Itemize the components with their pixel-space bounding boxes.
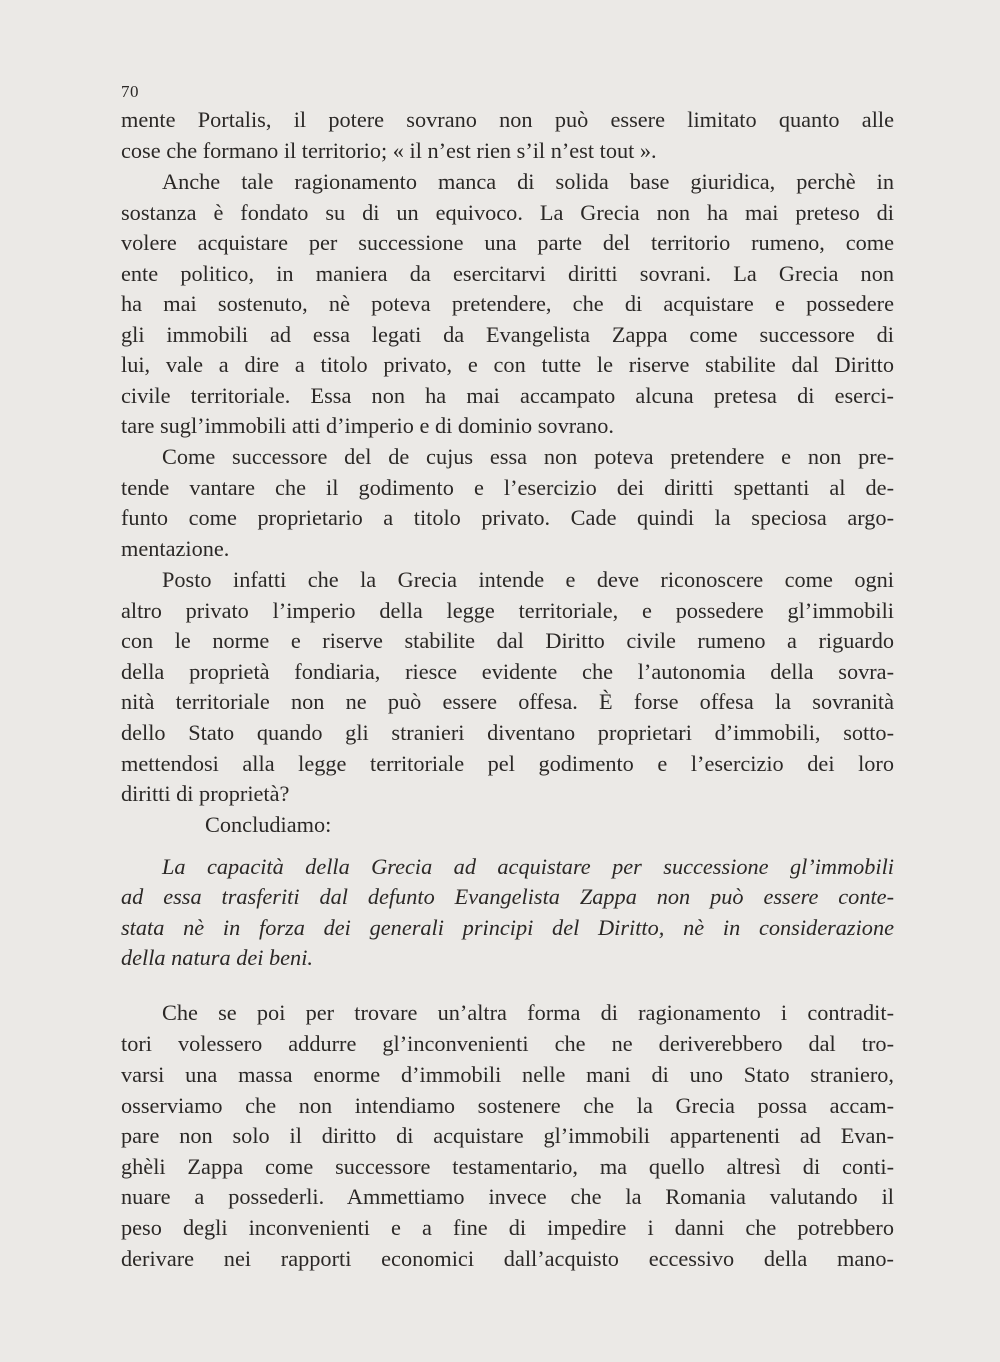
text-line-content: Come successore del de cujus essa non poteva pretendere e non pre- [162, 444, 894, 469]
text-line [0, 1181, 1000, 1213]
text-line [0, 533, 1000, 565]
text-line-content: diritti di proprietà? [121, 781, 290, 806]
text-line-content: con le norme e riserve stabilite dal Diritto civile rumeno a riguardo [121, 628, 894, 653]
text-line [0, 197, 1000, 229]
text-line [0, 942, 1000, 974]
text-line-content: altro privato l’imperio della legge territoriale, e possedere gl’immobili [121, 598, 894, 623]
text-line-content: varsi una massa enorme d’immobili nelle mani di uno Stato straniero, [121, 1062, 894, 1087]
text-line [0, 135, 1000, 167]
text-line [0, 319, 1000, 351]
text-line [0, 912, 1000, 944]
text-line-content: gli immobili ad essa legati da Evangelista Zappa come successore di [121, 322, 894, 347]
text-line [0, 1059, 1000, 1091]
text-line [0, 288, 1000, 320]
text-line-content: peso degli inconvenienti e a fine di impedire i danni che potrebbero [121, 1215, 894, 1240]
text-line [0, 258, 1000, 290]
text-line [0, 656, 1000, 688]
text-line-content: della natura dei beni. [121, 945, 313, 970]
text-line-content: ad essa trasferiti dal defunto Evangelista Zappa non può essere conte- [121, 884, 894, 909]
text-line-content: Concludiamo: [205, 812, 332, 837]
text-line [0, 441, 1000, 473]
text-line [0, 1120, 1000, 1152]
text-line-content: mettendosi alla legge territoriale pel godimento e l’esercizio dei loro [121, 751, 894, 776]
text-line-content: ghèli Zappa come successore testamentario, ma quello altresì di conti- [121, 1154, 894, 1179]
text-line-content: volere acquistare per successione una parte del territorio rumeno, come [121, 230, 894, 255]
text-line [0, 778, 1000, 810]
text-line-content: derivare nei rapporti economici dall’acquisto eccessivo della mano- [121, 1246, 894, 1271]
text-line [0, 1243, 1000, 1275]
text-line [0, 881, 1000, 913]
text-line-content: mentazione. [121, 536, 230, 561]
text-line-content: ente politico, in maniera da esercitarvi diritti sovrani. La Grecia non [121, 261, 894, 286]
text-line-content: mente Portalis, il potere sovrano non può essere limitato quanto alle [121, 107, 894, 132]
text-line [0, 1212, 1000, 1244]
text-line-content: pare non solo il diritto di acquistare gl’immobili appartenenti ad Evan- [121, 1123, 894, 1148]
text-line-content: tori volessero addurre gl’inconvenienti che ne deriverebbero dal tro- [121, 1031, 894, 1056]
text-line [0, 851, 1000, 883]
text-line [0, 997, 1000, 1029]
text-line-content: tende vantare che il godimento e l’esercizio dei diritti spettanti al de- [121, 475, 894, 500]
text-line [0, 809, 1000, 841]
text-line-content: lui, vale a dire a titolo privato, e con tutte le riserve stabilite dal Diritto [121, 352, 894, 377]
text-line-content: tare sugl’immobili atti d’imperio e di dominio sovrano. [121, 413, 614, 438]
text-line [0, 104, 1000, 136]
text-line [0, 717, 1000, 749]
text-line-content: stata nè in forza dei generali principi del Diritto, nè in considerazione [121, 915, 894, 940]
text-line-content: La capacità della Grecia ad acquistare per successione gl’immobili [162, 854, 894, 879]
text-line-content: osserviamo che non intendiamo sostenere che la Grecia possa accam- [121, 1093, 894, 1118]
text-line-content: nuare a possederli. Ammettiamo invece che la Romania valutando il [121, 1184, 894, 1209]
text-line [0, 686, 1000, 718]
text-line-content: sostanza è fondato su di un equivoco. La Grecia non ha mai preteso di [121, 200, 894, 225]
text-line [0, 625, 1000, 657]
text-line [0, 410, 1000, 442]
text-line-content: Posto infatti che la Grecia intende e deve riconoscere come ogni [162, 567, 894, 592]
text-line-content: ha mai sostenuto, nè poteva pretendere, che di acquistare e possedere [121, 291, 894, 316]
text-line [0, 349, 1000, 381]
text-line [0, 227, 1000, 259]
text-line-content: nità territoriale non ne può essere offesa. È forse offesa la sovranità [121, 689, 894, 714]
text-line-content: Anche tale ragionamento manca di solida base giuridica, perchè in [162, 169, 894, 194]
text-line [0, 166, 1000, 198]
text-line-content: funto come proprietario a titolo privato. Cade quindi la speciosa argo- [121, 505, 894, 530]
text-line [0, 595, 1000, 627]
text-line [0, 564, 1000, 596]
text-line-content: della proprietà fondiaria, riesce evidente che l’autonomia della sovra- [121, 659, 894, 684]
text-line-content: civile territoriale. Essa non ha mai accampato alcuna pretesa di eserci- [121, 383, 894, 408]
text-line-content: Che se poi per trovare un’altra forma di ragionamento i contradit- [162, 1000, 894, 1025]
text-line [0, 1090, 1000, 1122]
text-line [0, 380, 1000, 412]
text-line [0, 748, 1000, 780]
text-line [0, 1151, 1000, 1183]
page-number: 70 [121, 82, 139, 101]
text-line-content: dello Stato quando gli stranieri diventano proprietari d’immobili, sotto- [121, 720, 894, 745]
text-line-content: cose che formano il territorio; « il n’est rien s’il n’est tout ». [121, 138, 657, 163]
text-line [0, 502, 1000, 534]
text-line [0, 1028, 1000, 1060]
text-line [0, 472, 1000, 504]
